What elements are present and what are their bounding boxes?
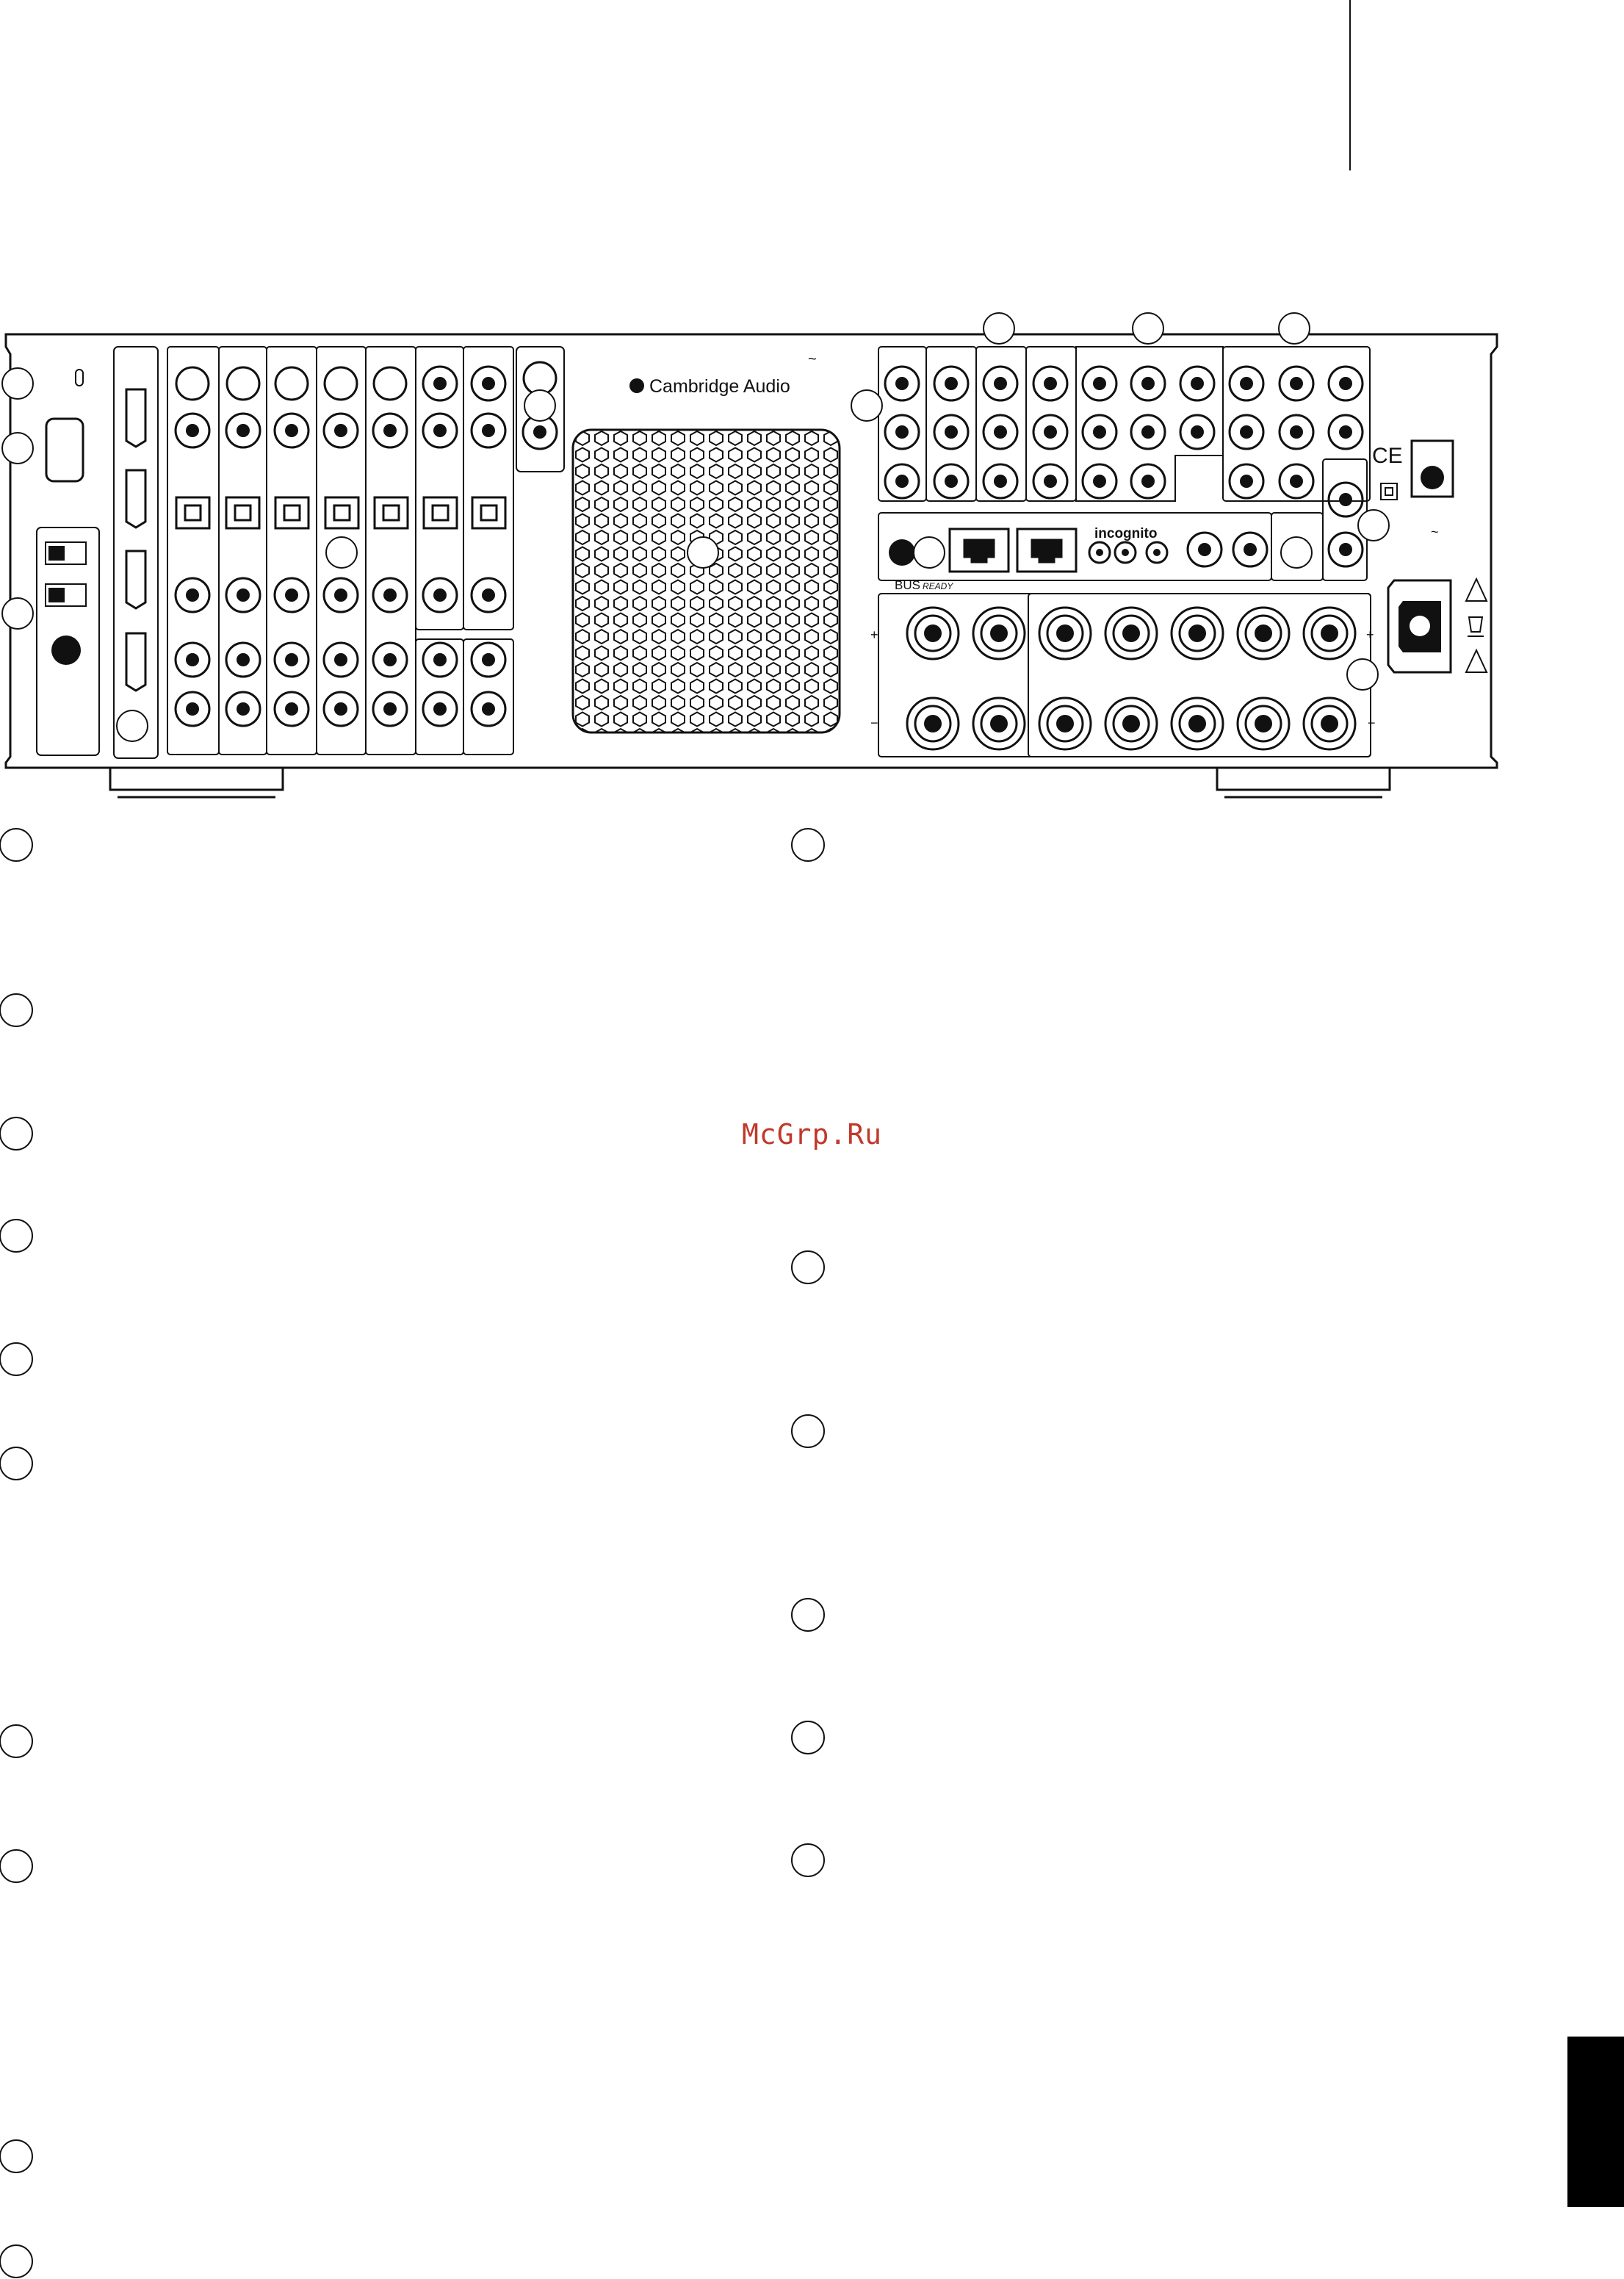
- power-switch-rocker: [1421, 466, 1444, 489]
- input-columns: [167, 347, 564, 755]
- iec-pin: [1410, 616, 1430, 636]
- left-foot: [110, 768, 283, 797]
- class2-icon: [1381, 483, 1397, 500]
- reference-callouts: [0, 829, 824, 2278]
- fan-grille: [573, 430, 840, 732]
- incognito-logo: incognito: [1094, 526, 1158, 541]
- brand-name: Cambridge Audio: [649, 376, 790, 397]
- ac-tilde-mark: ~: [1431, 525, 1439, 539]
- weee-bin-icon: [1468, 617, 1484, 636]
- minus-mark-right: −: [1368, 716, 1376, 730]
- right-foot: [1217, 768, 1390, 797]
- trigger-jack: [51, 636, 81, 665]
- brand-logo-icon: [629, 378, 644, 393]
- rs232-port: [46, 419, 83, 481]
- ir-jacks: [46, 542, 86, 606]
- bus-logo: BUS: [895, 578, 920, 592]
- minus-mark-left: −: [870, 716, 878, 730]
- ethernet-ports: [950, 529, 1076, 572]
- watermark-text: McGrp.Ru: [742, 1118, 883, 1151]
- dc-jack: [889, 539, 915, 566]
- section-tab: [1567, 2037, 1624, 2207]
- incognito-jack-centers: [1096, 549, 1161, 556]
- hdmi-ports: [126, 389, 145, 691]
- bus-logo-suffix: READY: [923, 581, 953, 591]
- rs232-mark: [76, 370, 83, 386]
- caution-warning-icon: [1466, 650, 1487, 672]
- hdmi-panel: [114, 347, 158, 758]
- ce-mark: CE: [1372, 444, 1403, 468]
- tilde-mark: ~: [808, 351, 817, 367]
- lightning-warning-icon: [1466, 579, 1487, 601]
- optical-connectors: [176, 497, 505, 528]
- speaker-terminal-centers: [924, 624, 1338, 732]
- plus-mark-left: +: [870, 627, 878, 642]
- plus-mark-right: +: [1366, 627, 1374, 642]
